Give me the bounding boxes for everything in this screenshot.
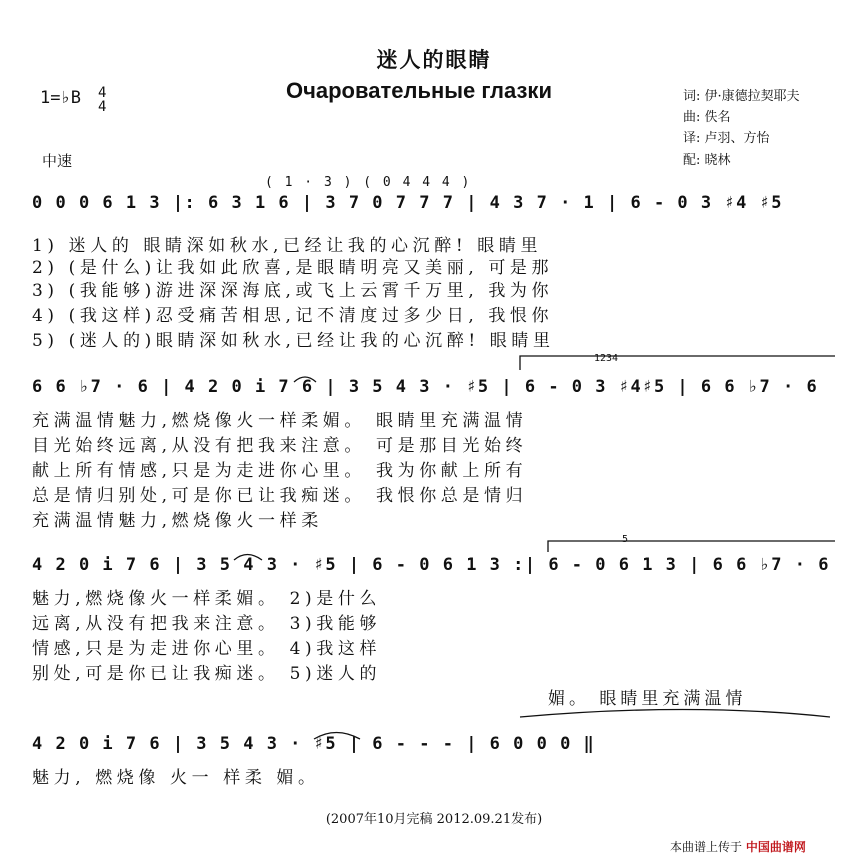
notation-line-2: 6 6 ♭7 · 6 | 4 2 0 i 7 6 | 3 5 4 3 · ♯5 | 6 - 0 3 ♯4♯5 | 6 6 ♭7 · 6 [32,377,819,397]
slur-mark [234,555,262,561]
ending-label-1234: 1234 [594,353,619,364]
lyric-line: 献上所有情感,只是为走进你心里。 我为你献上所有 [32,461,528,481]
tempo-marking: 中速 [42,152,73,170]
lyric-line: 目光始终远离,从没有把我来注意。 可是那目光始终 [32,436,528,456]
notation-line-1: 0 0 0 6 1 3 |: 6 3 1 6 | 3 7 0 7 7 7 | 4 3 7 · 1 | 6 - 0 3 ♯4 ♯5 [32,193,784,213]
upload-prefix: 本曲谱上传于 [670,840,743,854]
credit-lyricist: 词: 伊·康德拉契耶夫 [683,89,800,104]
credit-arranger: 配: 晓林 [683,153,731,168]
time-bottom: 4 [98,99,107,115]
upload-note [670,838,806,855]
slur-mark [294,377,316,382]
lyric-line: 总是情归别处,可是你已让我痴迷。 我恨你总是情归 [32,486,528,506]
lyric-line: 别处,可是你已让我痴迷。 5)迷人的 [32,664,382,684]
volta-bracket-1234 [520,356,835,370]
key-signature: 1=♭B [40,88,81,108]
lyric-line: 魅力,燃烧像火一样柔媚。 2)是什么 [32,589,382,609]
pickup-notes: ( 1 · 3 ) ( 0 4 4 4 ) [265,175,472,190]
lyric-line: 充满温情魅力,燃烧像火一样柔 [32,511,323,531]
ending-label-5: 5 [622,534,629,545]
lyric-line: 3) (我能够)游进深深海底,或飞上云霄千万里, 我为你 [32,281,554,301]
lyric-line: 2) (是什么)让我如此欣喜,是眼睛明亮又美丽, 可是那 [32,258,554,278]
song-subtitle: Очаровательные глазки [286,78,552,103]
lyric-line: 情感,只是为走进你心里。 4)我这样 [32,639,382,659]
time-top: 4 [98,85,107,101]
song-title: 迷人的眼睛 [376,48,492,72]
volta-lyric: 媚。 眼睛里充满温情 [548,689,747,709]
site-logo[interactable]: 中国曲谱网 [745,840,806,854]
lyric-line: 5) (迷人的)眼睛深如秋水,已经让我的心沉醉! 眼睛里 [32,331,555,351]
notation-line-4: 4 2 0 i 7 6 | 3 5 4 3 · ♯5 | 6 - - - | 6 0 0 0 ‖ [32,734,596,754]
lyric-line: 魅力, 燃烧像 火一 样柔 媚。 [32,768,320,788]
lyric-line: 远离,从没有把我来注意。 3)我能够 [32,614,382,634]
volta-bracket-5 [548,541,835,552]
slur-mark [314,733,360,740]
lyric-line: 1) 迷人的 眼睛深如秋水,已经让我的心沉醉! 眼睛里 [32,236,543,256]
tie-mark [520,710,830,718]
credit-translator: 译: 卢羽、方怡 [683,131,770,146]
credit-composer: 曲: 佚名 [683,110,731,125]
lyric-line: 充满温情魅力,燃烧像火一样柔媚。 眼睛里充满温情 [32,411,528,431]
notation-line-3: 4 2 0 i 7 6 | 3 5 4 3 · ♯5 | 6 - 0 6 1 3 :| 6 - 0 6 1 3 | 6 6 ♭7 · 6 [32,555,830,575]
lyric-line: 4) (我这样)忍受痛苦相思,记不清度过多少日, 我恨你 [32,306,554,326]
completion-note: (2007年10月完稿 2012.09.21发布) [325,812,543,827]
